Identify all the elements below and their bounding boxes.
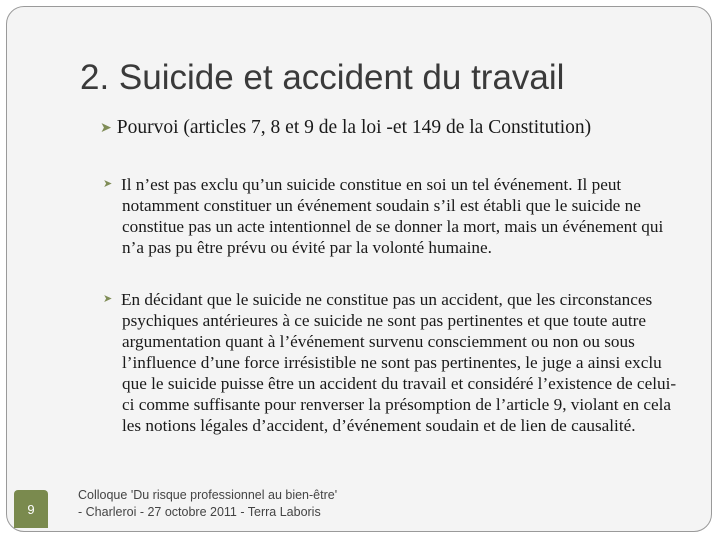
- footer-text: [78, 487, 337, 521]
- page-number: 9: [27, 501, 35, 517]
- bullet-level2-1: [103, 174, 683, 258]
- bullet-level2-text: Il n’est pas exclu qu’un suicide constitue en soi un tel événement. Il peut notamment constituer un événement soudain s’il est établi que le suicide ne constitue pas un acte intentionnel de se donner la mort, mais un événement qui n’a pas pu être prévu ou évité par la volonté humaine.: [121, 175, 664, 257]
- arrow-bullet-icon: ➤: [100, 121, 112, 136]
- arrow-bullet-icon: ➤: [103, 293, 113, 305]
- bullet-level2-2: [103, 289, 683, 436]
- bullet-level1-text: Pourvoi (articles 7, 8 et 9 de la loi -et 149 de la Constitution): [116, 117, 592, 138]
- arrow-bullet-icon: ➤: [103, 178, 113, 190]
- slide-title: 2. Suicide et accident du travail: [80, 58, 565, 97]
- page-number-box: [14, 490, 48, 528]
- footer-line-2: - Charleroi - 27 octobre 2011 - Terra Laboris: [78, 505, 321, 519]
- bullet-level2-text: En décidant que le suicide ne constitue pas un accident, que les circonstances psychiques antérieures à ce suicide ne sont pas pertinentes et que toute autre argumentation quant à l’événement survenu consciemment ou non ou sous l’influence d’une force irrésistible ne sont pas pertinentes, le juge a ainsi exclu que le suicide puisse être un accident du travail et considéré l’existence de celui-ci comme suffisante pour renverser la présomption de l’article 9, violant en cela les notions légales d’accident, d’événement soudain et de lien de causalité.: [121, 290, 677, 435]
- footer-line-1: Colloque 'Du risque professionnel au bien-être': [78, 488, 338, 502]
- bullet-level1: [100, 117, 591, 139]
